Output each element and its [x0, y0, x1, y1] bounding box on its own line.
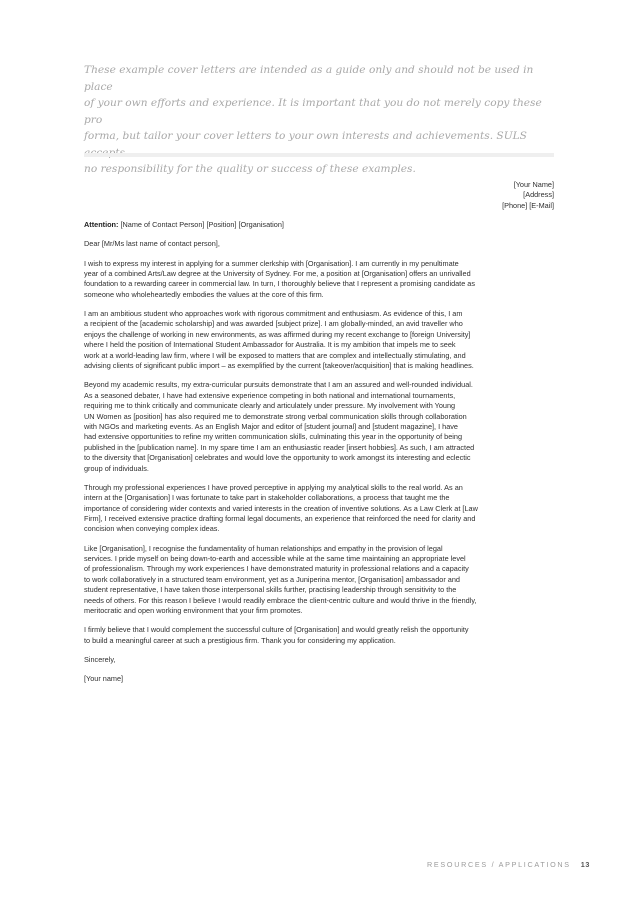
disclaimer-line: forma, but tailor your cover letters to your own interests and achievements. SULS	[84, 130, 527, 142]
letter-closing: Sincerely,	[84, 654, 116, 664]
paragraph-line: As a seasoned debater, I have had extensive experience competing in both national and international tournaments,	[84, 390, 456, 400]
paragraph-line: published in the [publication name]. In my spare time I am an enthusiastic reader [insert hobbies]. As such, I am attracted	[84, 442, 475, 452]
footer-section-right: APPLICATIONS	[498, 860, 571, 869]
paragraph-line: to work collaboratively in a structured team environment, yet as a Juniperina mentor, [Organisation] ambassador and	[84, 574, 460, 584]
paragraph-line: foundation to a rewarding career in commercial law. In turn, I thoroughly believe that I represent a promising candidate as	[84, 279, 476, 289]
letter-paragraph-1	[84, 259, 554, 301]
paragraph-line: Like [Organisation], I recognise the fundamentality of human relationships and empathy in the provision of legal	[84, 543, 443, 553]
letter-paragraph-5	[84, 544, 554, 617]
paragraph-line: importance of considering wider contexts and varied interests in the creation of inventive solutions. As a Law Clerk at [Law	[84, 503, 478, 513]
page-number: 13	[580, 860, 590, 869]
footer-section-left: RESOURCES	[427, 860, 488, 869]
salutation: Dear [Mr/Ms last name of contact person],	[84, 239, 220, 249]
paragraph-line: meritocratic and open working environment that your firm promotes.	[84, 606, 303, 615]
sender-contact: [Phone] [E-Mail]	[502, 200, 554, 210]
letter-paragraph-3	[84, 380, 554, 474]
paragraph-line: Firm], I received extensive practice drafting formal legal documents, an experience that reinforced the need for clarity and	[84, 513, 476, 523]
paragraph-line: Beyond my academic results, my extra-curricular pursuits demonstrate that I am an assured and well-rounded individual.	[84, 380, 473, 390]
letter-paragraph-2	[84, 309, 554, 371]
paragraph-line: a recipient of the [academic scholarship] and was awarded [subject prize]. I am globally-minded, an avid traveller who	[84, 319, 463, 329]
paragraph-line: needs of others. For this reason I believe I would readily embrace the client-centric culture and would thrive in the friendly,	[84, 595, 477, 605]
paragraph-line: to the diversity that [Organisation] celebrates and would love the opportunity to work amongst its interesting and eclectic	[84, 453, 471, 463]
paragraph-line: UN Women as [position] has also required me to demonstrate strong verbal communication skills through collaboration	[84, 411, 467, 421]
paragraph-line: student representative, I have taken those interpersonal skills further, practising leadership through sensitivity to the	[84, 585, 457, 595]
sender-name: [Your Name]	[513, 180, 554, 189]
paragraph-line: intern at the [Organisation] I was fortunate to take part in stakeholder collaborations, a process that taught me the	[84, 493, 450, 503]
paragraph-line: concision when conveying complex ideas.	[84, 524, 220, 534]
paragraph-line: group of individuals.	[84, 463, 149, 473]
paragraph-line: services. I pride myself on being down-to-earth and accessible while at the same time maintaining an appropriate level	[84, 553, 466, 563]
attention-text: [Name of Contact Person] [Position] [Organisation]	[118, 220, 284, 230]
footer-separator: /	[491, 860, 496, 869]
paragraph-line: advising clients of significant public import – as exemplified by the current [takeover/acquisition] that is making headlines.	[84, 361, 474, 371]
attention-line	[84, 220, 554, 230]
letter-signature: [Your name]	[84, 674, 124, 684]
paragraph-line: where I held the position of International Student Ambassador for Australia. It is my ambition that impels me to seek	[84, 340, 456, 350]
paragraph-line: enjoys the challenge of working in new environments, as was affirmed during my recent exchange to [foreign University]	[84, 329, 471, 339]
paragraph-line: I am an ambitious student who approaches work with rigorous commitment and enthusiasm. As evidence of this, I am	[84, 309, 463, 319]
paragraph-line: year of a combined Arts/Law degree at the University of Sydney. For me, a position at [Organisation] offers an unrivalled	[84, 269, 471, 279]
paragraph-line: had extensive opportunities to refine my written communication skills, culminating this year in the opportunity of being	[84, 432, 463, 442]
disclaimer-line: of your own efforts and experience. It is important that you do not merely copy these pro	[84, 97, 542, 126]
sender-address: [Address]	[523, 190, 554, 200]
disclaimer-intro	[84, 62, 554, 178]
paragraph-line: of professionalism. Through my work experiences I have demonstrated maturity in professional relations and a capacity	[84, 564, 469, 574]
sender-address-block	[84, 180, 554, 211]
page-footer	[400, 860, 590, 869]
letter-paragraph-6	[84, 625, 554, 646]
paragraph-line: work at a world-leading law firm, where I will be exposed to matters that are complex and intellectually stimulating, and	[84, 350, 466, 360]
disclaimer-line: no responsibility for the quality or success of these examples.	[84, 163, 416, 175]
paragraph-line: I firmly believe that I would complement the successful culture of [Organisation] and would greatly relish the opportunity	[84, 625, 469, 635]
attention-label: Attention:	[84, 220, 119, 230]
paragraph-line: Through my professional experiences I have proved perceptive in applying my analytical skills to the real world. As an	[84, 482, 463, 492]
divider-bar	[84, 153, 554, 157]
paragraph-line: with NGOs and marketing events. As an English Major and editor of [student journal] and [student magazine], I have	[84, 421, 458, 431]
paragraph-line: to build a meaningful career at such a prestigious firm. Thank you for considering my application.	[84, 635, 396, 645]
disclaimer-line: These example cover letters are intended as a guide only and should not be used in place	[84, 64, 534, 93]
cover-letter	[84, 180, 554, 693]
paragraph-line: I wish to express my interest in applying for a summer clerkship with [Organisation]. I am currently in my penultimate	[84, 258, 459, 268]
paragraph-line: someone who wholeheartedly embodies the values at the core of this firm.	[84, 289, 324, 299]
letter-paragraph-4	[84, 483, 554, 535]
paragraph-line: requiring me to think critically and communicate clearly and articulately under pressure. My involvement with Young	[84, 401, 456, 411]
